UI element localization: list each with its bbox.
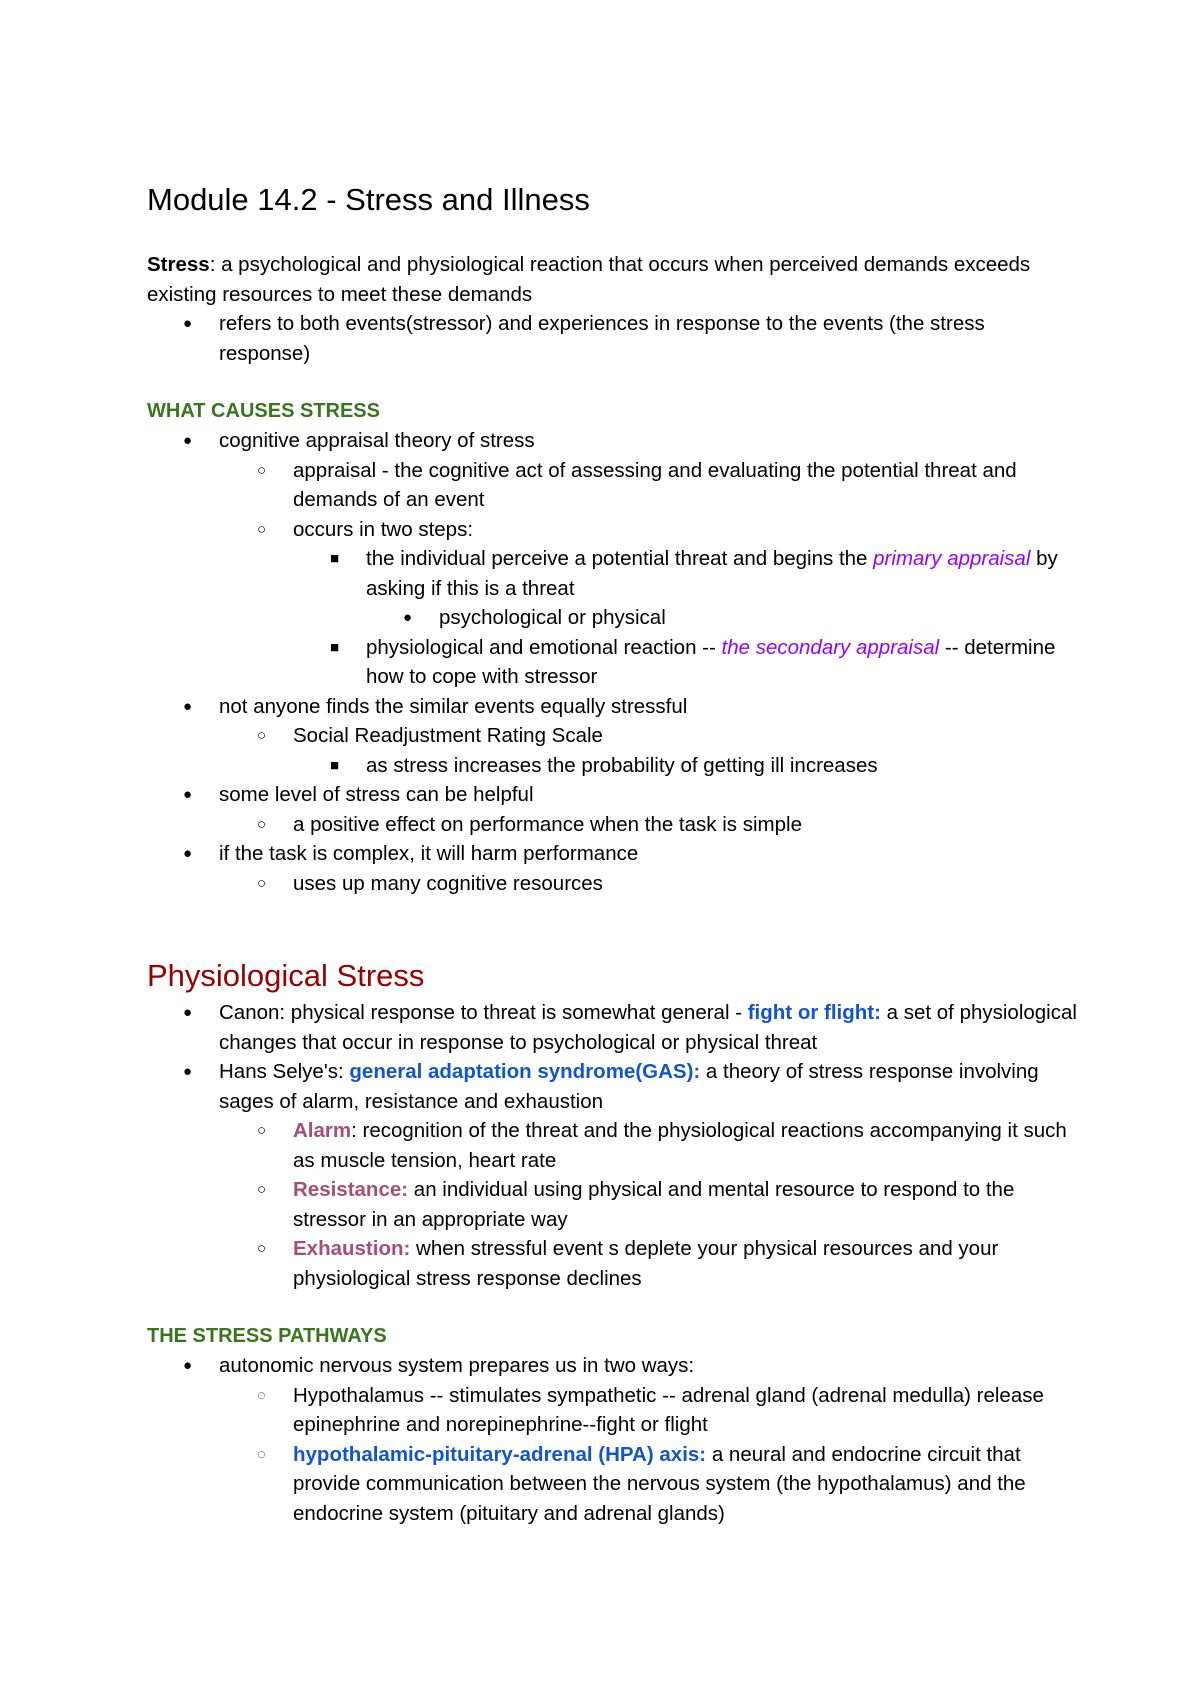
bullet-dotted-circle-icon: ◌ <box>257 1386 266 1404</box>
bullet-disc-icon: ● <box>183 786 193 803</box>
list-item: ● psychological or physical <box>147 603 1077 633</box>
primary-appraisal-term: primary appraisal <box>873 547 1031 570</box>
bullet-disc-icon: ● <box>183 845 193 862</box>
bullet-circle-icon: ○ <box>257 1181 267 1198</box>
exhaustion-term: Exhaustion: <box>293 1237 411 1260</box>
list-item: ◌ Hypothalamus -- stimulates sympathetic -- adrenal gland (adrenal medulla) release epinephrine and norepinephrine--fight or flight <box>147 1381 1077 1440</box>
bullet-square-icon: ■ <box>330 638 340 656</box>
list-item: ○ Alarm: recognition of the threat and the physiological reactions accompanying it such as muscle tension, heart rate <box>147 1116 1077 1175</box>
pathways-list <box>147 1351 1077 1528</box>
list-item: ● Canon: physical response to threat is somewhat general - fight or flight: a set of physiological changes that occur in response to psychological or physical threat <box>147 998 1077 1057</box>
list-item: ■ as stress increases the probability of getting ill increases <box>147 751 1077 781</box>
stress-definition <box>147 250 1077 309</box>
physiological-list <box>147 998 1077 1293</box>
bullet-disc-icon: ● <box>403 609 413 626</box>
bullet-square-icon: ■ <box>330 756 340 774</box>
list-item: ○ uses up many cognitive resources <box>147 869 1077 899</box>
list-item: ● not anyone finds the similar events equally stressful <box>147 692 1077 722</box>
bullet-square-icon: ■ <box>330 550 340 567</box>
stress-term: Stress <box>147 253 210 276</box>
list-item: ● if the task is complex, it will harm performance <box>147 839 1077 869</box>
gas-term: general adaptation syndrome(GAS): <box>349 1060 701 1083</box>
bullet-circle-icon: ○ <box>257 874 267 892</box>
page-title: Module 14.2 - Stress and Illness <box>147 182 590 217</box>
causes-list <box>147 426 1077 898</box>
document-content <box>147 178 1077 1528</box>
bullet-disc-icon: ● <box>183 697 193 715</box>
bullet-disc-icon: ● <box>183 432 193 449</box>
fight-or-flight-term: fight or flight: <box>747 1001 881 1024</box>
list-item: ○ a positive effect on performance when the task is simple <box>147 810 1077 840</box>
list-item: ■ physiological and emotional reaction -- the secondary appraisal -- determine how to cope with stressor <box>147 633 1077 692</box>
bullet-circle-icon: ○ <box>257 1122 267 1139</box>
list-item: ● autonomic nervous system prepares us in two ways: <box>147 1351 1077 1381</box>
list-item: ○ Social Readjustment Rating Scale <box>147 721 1077 751</box>
section-heading-physiological: Physiological Stress <box>147 958 425 993</box>
bullet-circle-icon: ○ <box>257 461 267 479</box>
bullet-disc-icon: ● <box>183 1063 193 1080</box>
bullet-disc-icon: ● <box>183 315 193 332</box>
secondary-appraisal-term: the secondary appraisal <box>721 635 940 659</box>
section-heading-pathways: THE STRESS PATHWAYS <box>147 1325 387 1347</box>
bullet-circle-icon: ○ <box>257 520 267 538</box>
list-item: ● refers to both events(stressor) and experiences in response to the events (the stress response) <box>147 309 1077 368</box>
stress-list <box>147 309 1077 368</box>
list-item: ● Hans Selye's: general adaptation syndrome(GAS): a theory of stress response involving sages of alarm, resistance and exhaustion <box>147 1057 1077 1116</box>
list-item: ○ Exhaustion: when stressful event s deplete your physical resources and your physiological stress response declines <box>147 1234 1077 1293</box>
alarm-term: Alarm <box>293 1119 352 1142</box>
list-item: ● some level of stress can be helpful <box>147 780 1077 810</box>
list-item: ○ occurs in two steps: <box>147 515 1077 545</box>
resistance-term: Resistance: <box>293 1178 409 1201</box>
bullet-circle-icon: ○ <box>257 815 267 833</box>
hpa-axis-term: hypothalamic-pituitary-adrenal (HPA) axis: <box>293 1442 707 1466</box>
list-item: ○ Resistance: an individual using physical and mental resource to respond to the stressor in an appropriate way <box>147 1175 1077 1234</box>
stress-definition-text: : a psychological and physiological reaction that occurs when perceived demands exceeds existing resources to meet these demands <box>147 253 1031 306</box>
bullet-circle-icon: ○ <box>257 727 267 744</box>
bullet-circle-icon: ○ <box>257 1240 267 1257</box>
section-heading-causes: WHAT CAUSES STRESS <box>147 400 380 422</box>
list-item: ○ appraisal - the cognitive act of assessing and evaluating the potential threat and demands of an event <box>147 456 1077 515</box>
list-item: ◌ hypothalamic-pituitary-adrenal (HPA) axis: a neural and endocrine circuit that provide communication between the nervous system (the hypothalamus) and the endocrine system (pituitary and adrenal glands) <box>147 1440 1077 1529</box>
bullet-disc-icon: ● <box>183 1357 193 1374</box>
list-item: ■ the individual perceive a potential threat and begins the primary appraisal by asking if this is a threat <box>147 544 1077 603</box>
list-item: ● cognitive appraisal theory of stress <box>147 426 1077 456</box>
bullet-dotted-circle-icon: ◌ <box>257 1445 266 1463</box>
bullet-disc-icon: ● <box>183 1004 193 1021</box>
